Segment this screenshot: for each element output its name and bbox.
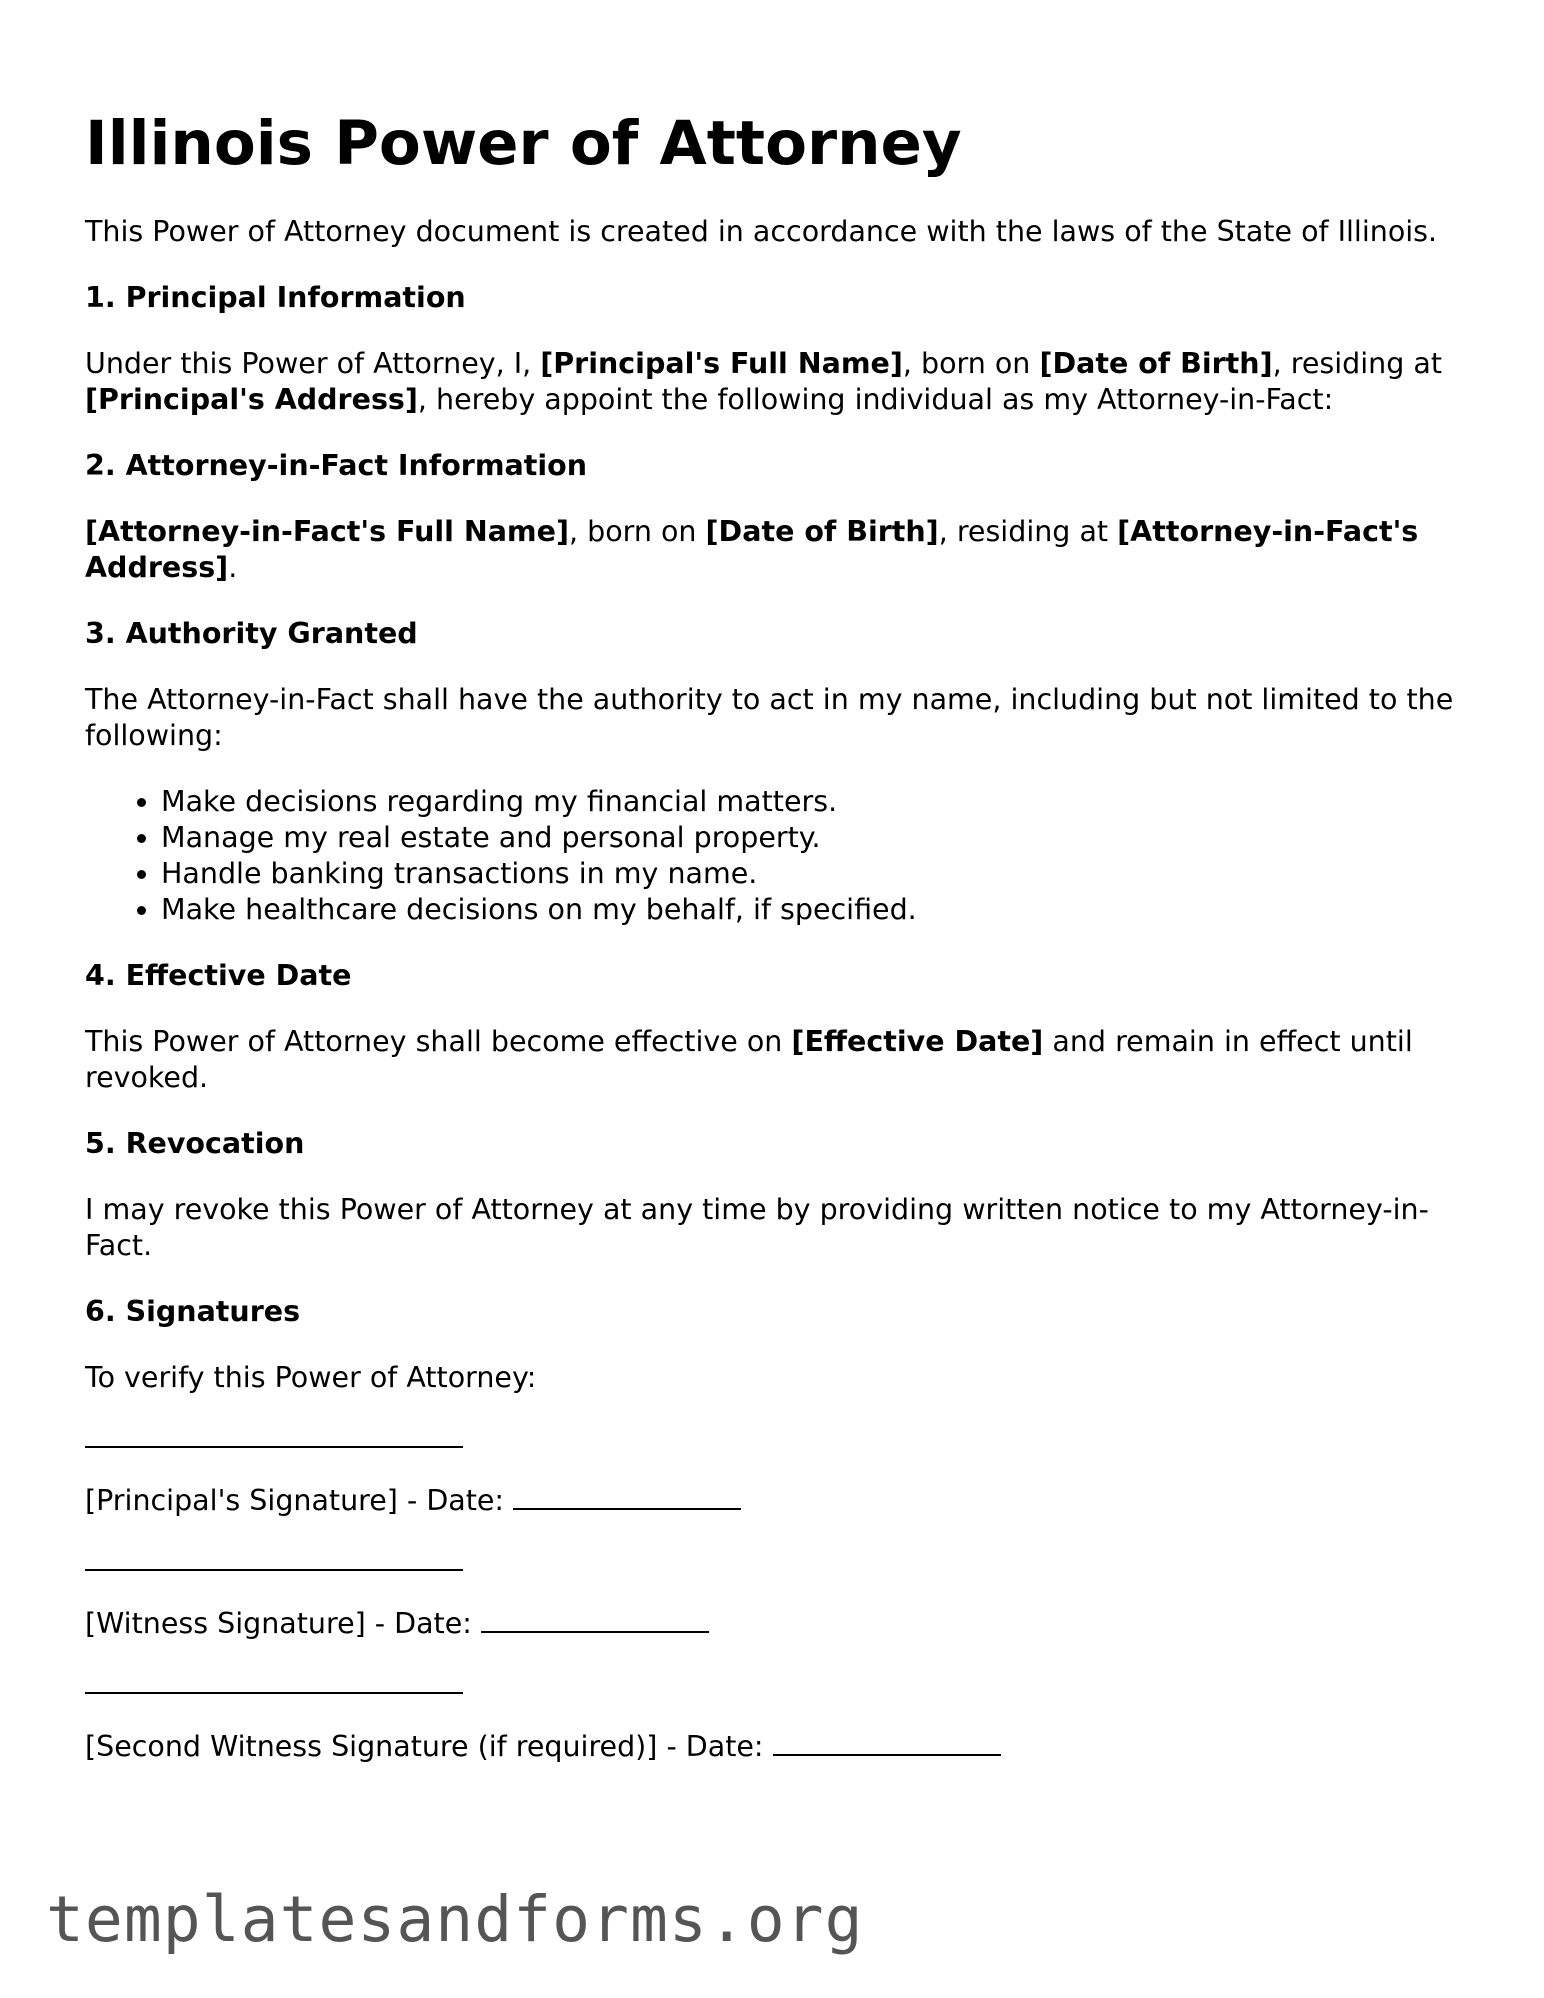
witness-signature-label: [Witness Signature] - Date:: [85, 1607, 481, 1640]
attorney-dob-placeholder: [Date of Birth]: [705, 515, 939, 548]
attorney-paragraph: [85, 514, 1465, 586]
witness-signature-line[interactable]: [85, 1569, 463, 1571]
second-witness-signature-caption: [85, 1728, 1465, 1765]
section-heading-authority: 3. Authority Granted: [85, 617, 418, 650]
principal-text-4: , hereby appoint the following individual as my Attorney-in-Fact:: [417, 383, 1334, 416]
section-heading-revocation: 5. Revocation: [85, 1127, 305, 1160]
list-item: • Make decisions regarding my financial matters.: [161, 784, 1465, 820]
attorney-address-placeholder: [Attorney-in-Fact's Address]: [85, 515, 1419, 584]
watermark: templatesandforms.org: [46, 1883, 864, 1956]
list-item: • Handle banking transactions in my name.: [161, 856, 1465, 892]
principal-name-placeholder: [Principal's Full Name]: [540, 347, 903, 380]
section-heading-signatures: 6. Signatures: [85, 1295, 301, 1328]
principal-signature-label: [Principal's Signature] - Date:: [85, 1484, 514, 1517]
principal-text-3: , residing at: [1272, 347, 1442, 380]
second-witness-date-blank[interactable]: [773, 1728, 1001, 1756]
principal-paragraph: [85, 346, 1465, 418]
effective-paragraph: [85, 1024, 1465, 1096]
attorney-name-placeholder: [Attorney-in-Fact's Full Name]: [85, 515, 569, 548]
principal-text-2: , born on: [902, 347, 1040, 380]
principal-signature-block: [85, 1446, 1465, 1519]
second-witness-signature-block: [85, 1692, 1465, 1765]
principal-address-placeholder: [Principal's Address]: [85, 383, 418, 416]
witness-date-blank[interactable]: [481, 1605, 709, 1633]
witness-signature-caption: [85, 1605, 1465, 1642]
second-witness-signature-line[interactable]: [85, 1692, 463, 1694]
section-heading-principal: 1. Principal Information: [85, 281, 466, 314]
revocation-paragraph: I may revoke this Power of Attorney at any time by providing written notice to my Attorney-in-Fact.: [85, 1193, 1429, 1262]
witness-signature-block: [85, 1569, 1465, 1642]
attorney-text-2: , residing at: [938, 515, 1118, 548]
attorney-text-1: , born on: [568, 515, 706, 548]
principal-signature-line[interactable]: [85, 1446, 463, 1448]
section-heading-effective: 4. Effective Date: [85, 959, 352, 992]
principal-text-1: Under this Power of Attorney, I,: [85, 347, 541, 380]
attorney-text-3: .: [228, 551, 238, 584]
effective-text-1: This Power of Attorney shall become effective on: [85, 1025, 792, 1058]
authority-list: [85, 784, 1465, 928]
signatures-paragraph: To verify this Power of Attorney:: [85, 1361, 537, 1394]
document-page: [85, 104, 1465, 1765]
list-item: • Manage my real estate and personal property.: [161, 820, 1465, 856]
principal-dob-placeholder: [Date of Birth]: [1039, 347, 1273, 380]
authority-paragraph: The Attorney-in-Fact shall have the authority to act in my name, including but not limited to the following:: [85, 683, 1454, 752]
second-witness-signature-label: [Second Witness Signature (if required)] - Date:: [85, 1730, 773, 1763]
effective-text-2: and remain in effect until revoked.: [85, 1025, 1413, 1094]
page-title: Illinois Power of Attorney: [85, 108, 962, 179]
principal-date-blank[interactable]: [513, 1482, 741, 1510]
section-heading-attorney: 2. Attorney-in-Fact Information: [85, 449, 588, 482]
intro-paragraph: This Power of Attorney document is created in accordance with the laws of the State of Illinois.: [85, 215, 1438, 248]
principal-signature-caption: [85, 1482, 1465, 1519]
effective-date-placeholder: [Effective Date]: [791, 1025, 1044, 1058]
list-item: • Make healthcare decisions on my behalf, if specified.: [161, 892, 1465, 928]
